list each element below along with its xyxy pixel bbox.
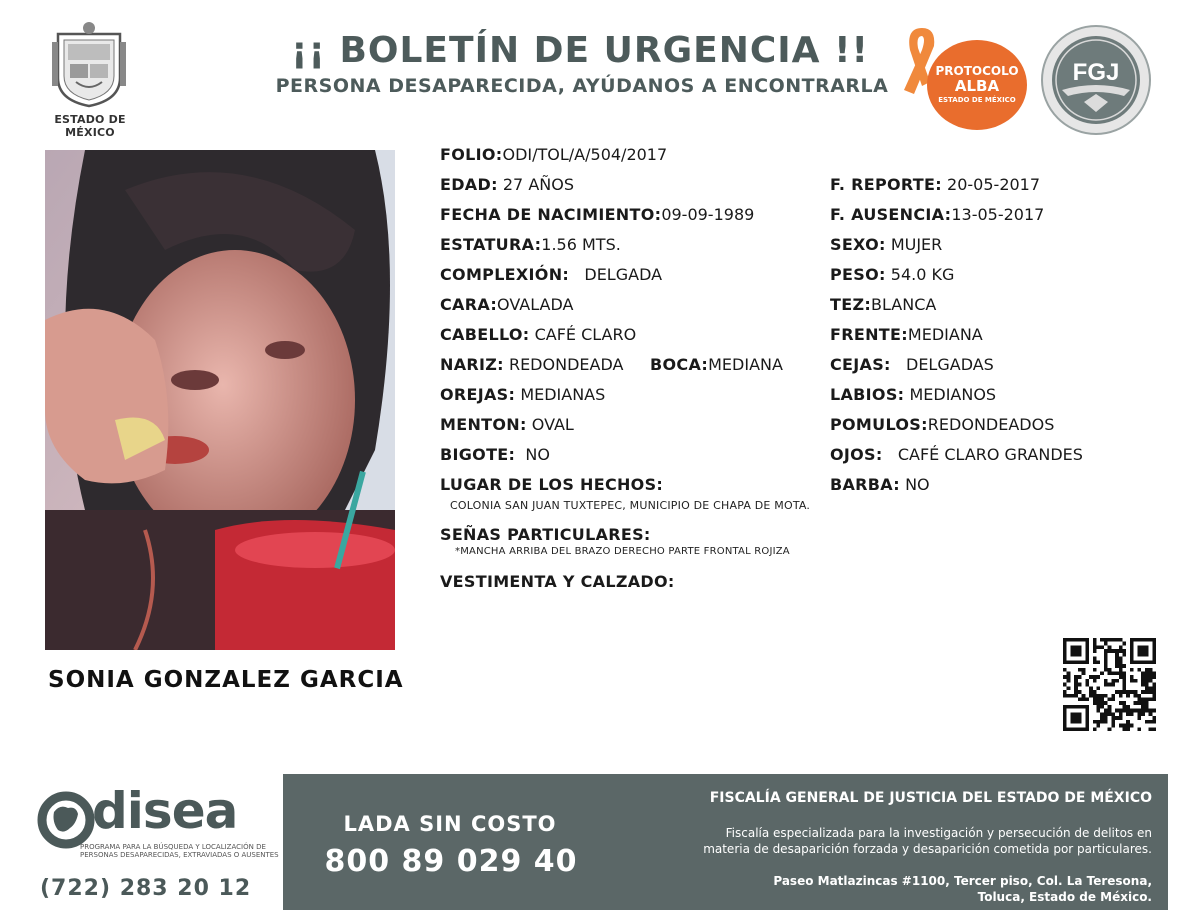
fiscalia-title: FISCALÍA GENERAL DE JUSTICIA DEL ESTADO DE MÉXICO — [709, 790, 1152, 806]
field-lugar-label: LUGAR DE LOS HECHOS: — [440, 475, 664, 494]
field-nariz: NARIZ: REDONDEADA — [440, 355, 624, 374]
alba-label: ALBA — [954, 77, 1000, 95]
field-sexo: SEXO: MUJER — [830, 235, 943, 254]
field-boca: BOCA:MEDIANA — [650, 355, 783, 374]
lada-sin-costo-label: LADA SIN COSTO — [343, 812, 557, 836]
odisea-phone[interactable]: (722) 283 20 12 — [40, 876, 252, 901]
person-name: SONIA GONZALEZ GARCIA — [48, 667, 404, 693]
field-senas-label: SEÑAS PARTICULARES: — [440, 525, 651, 544]
field-tez: TEZ:BLANCA — [830, 295, 937, 314]
field-orejas: OREJAS: MEDIANAS — [440, 385, 606, 404]
fiscalia-description: Fiscalía especializada para la investigación y persecución de delitos en materia de desaparición forzada y desaparición cometida por particulares. — [703, 826, 1152, 856]
field-fecha-reporte: F. REPORTE: 20-05-2017 — [830, 175, 1041, 194]
field-cabello: CABELLO: CAFÉ CLARO — [440, 325, 637, 344]
bulletin-subtitle: PERSONA DESAPARECIDA, AYÚDANOS A ENCONTRARLA — [275, 75, 889, 97]
field-fecha-nacimiento: FECHA DE NACIMIENTO:09-09-1989 — [440, 205, 755, 224]
field-bigote: BIGOTE: NO — [440, 445, 550, 464]
field-ojos: OJOS: CAFÉ CLARO GRANDES — [830, 445, 1083, 464]
field-cejas: CEJAS: DELGADAS — [830, 355, 994, 374]
field-barba: BARBA: NO — [830, 475, 930, 494]
field-labios: LABIOS: MEDIANOS — [830, 385, 997, 404]
bulletin-title: ¡¡ BOLETÍN DE URGENCIA !! — [291, 30, 869, 71]
field-vestimenta-label: VESTIMENTA Y CALZADO: — [440, 572, 675, 591]
odisea-description: PROGRAMA PARA LA BÚSQUEDA Y LOCALIZACIÓN DE PERSONAS DESAPARECIDAS, EXTRAVIADAS O AUSENTES — [80, 843, 279, 859]
lada-phone-number[interactable]: 800 89 029 40 — [324, 844, 578, 879]
field-senas-value: *MANCHA ARRIBA DEL BRAZO DERECHO PARTE FRONTAL ROJIZA — [455, 546, 790, 557]
fgj-label: FGJ — [1072, 59, 1120, 86]
estado-de-mexico-coat-of-arms — [48, 20, 130, 108]
odisea-wordmark: disea — [92, 782, 238, 840]
field-edad: EDAD: 27 AÑOS — [440, 175, 574, 194]
field-fecha-ausencia: F. AUSENCIA:13-05-2017 — [830, 205, 1045, 224]
alba-estado-label: ESTADO DE MÉXICO — [938, 96, 1016, 104]
field-estatura: ESTATURA:1.56 MTS. — [440, 235, 621, 254]
qr-code[interactable] — [1063, 638, 1156, 731]
field-peso: PESO: 54.0 KG — [830, 265, 955, 284]
estado-de-mexico-label: ESTADO DE MÉXICO — [54, 113, 126, 139]
protocolo-alba-badge — [927, 40, 1027, 130]
field-complexion: COMPLEXIÓN: DELGADA — [440, 265, 663, 284]
field-folio: FOLIO:ODI/TOL/A/504/2017 — [440, 145, 668, 164]
field-lugar-value: COLONIA SAN JUAN TUXTEPEC, MUNICIPIO DE CHAPA DE MOTA. — [450, 499, 811, 512]
missing-person-photo — [45, 150, 395, 650]
field-pomulos: POMULOS:REDONDEADOS — [830, 415, 1055, 434]
protocolo-label: PROTOCOLO — [935, 64, 1019, 78]
field-menton: MENTON: OVAL — [440, 415, 574, 434]
fgj-seal — [1040, 24, 1152, 136]
fiscalia-address: Paseo Matlazincas #1100, Tercer piso, Col. La Teresona, Toluca, Estado de México. — [773, 874, 1152, 904]
field-frente: FRENTE:MEDIANA — [830, 325, 983, 344]
field-cara: CARA:OVALADA — [440, 295, 574, 314]
